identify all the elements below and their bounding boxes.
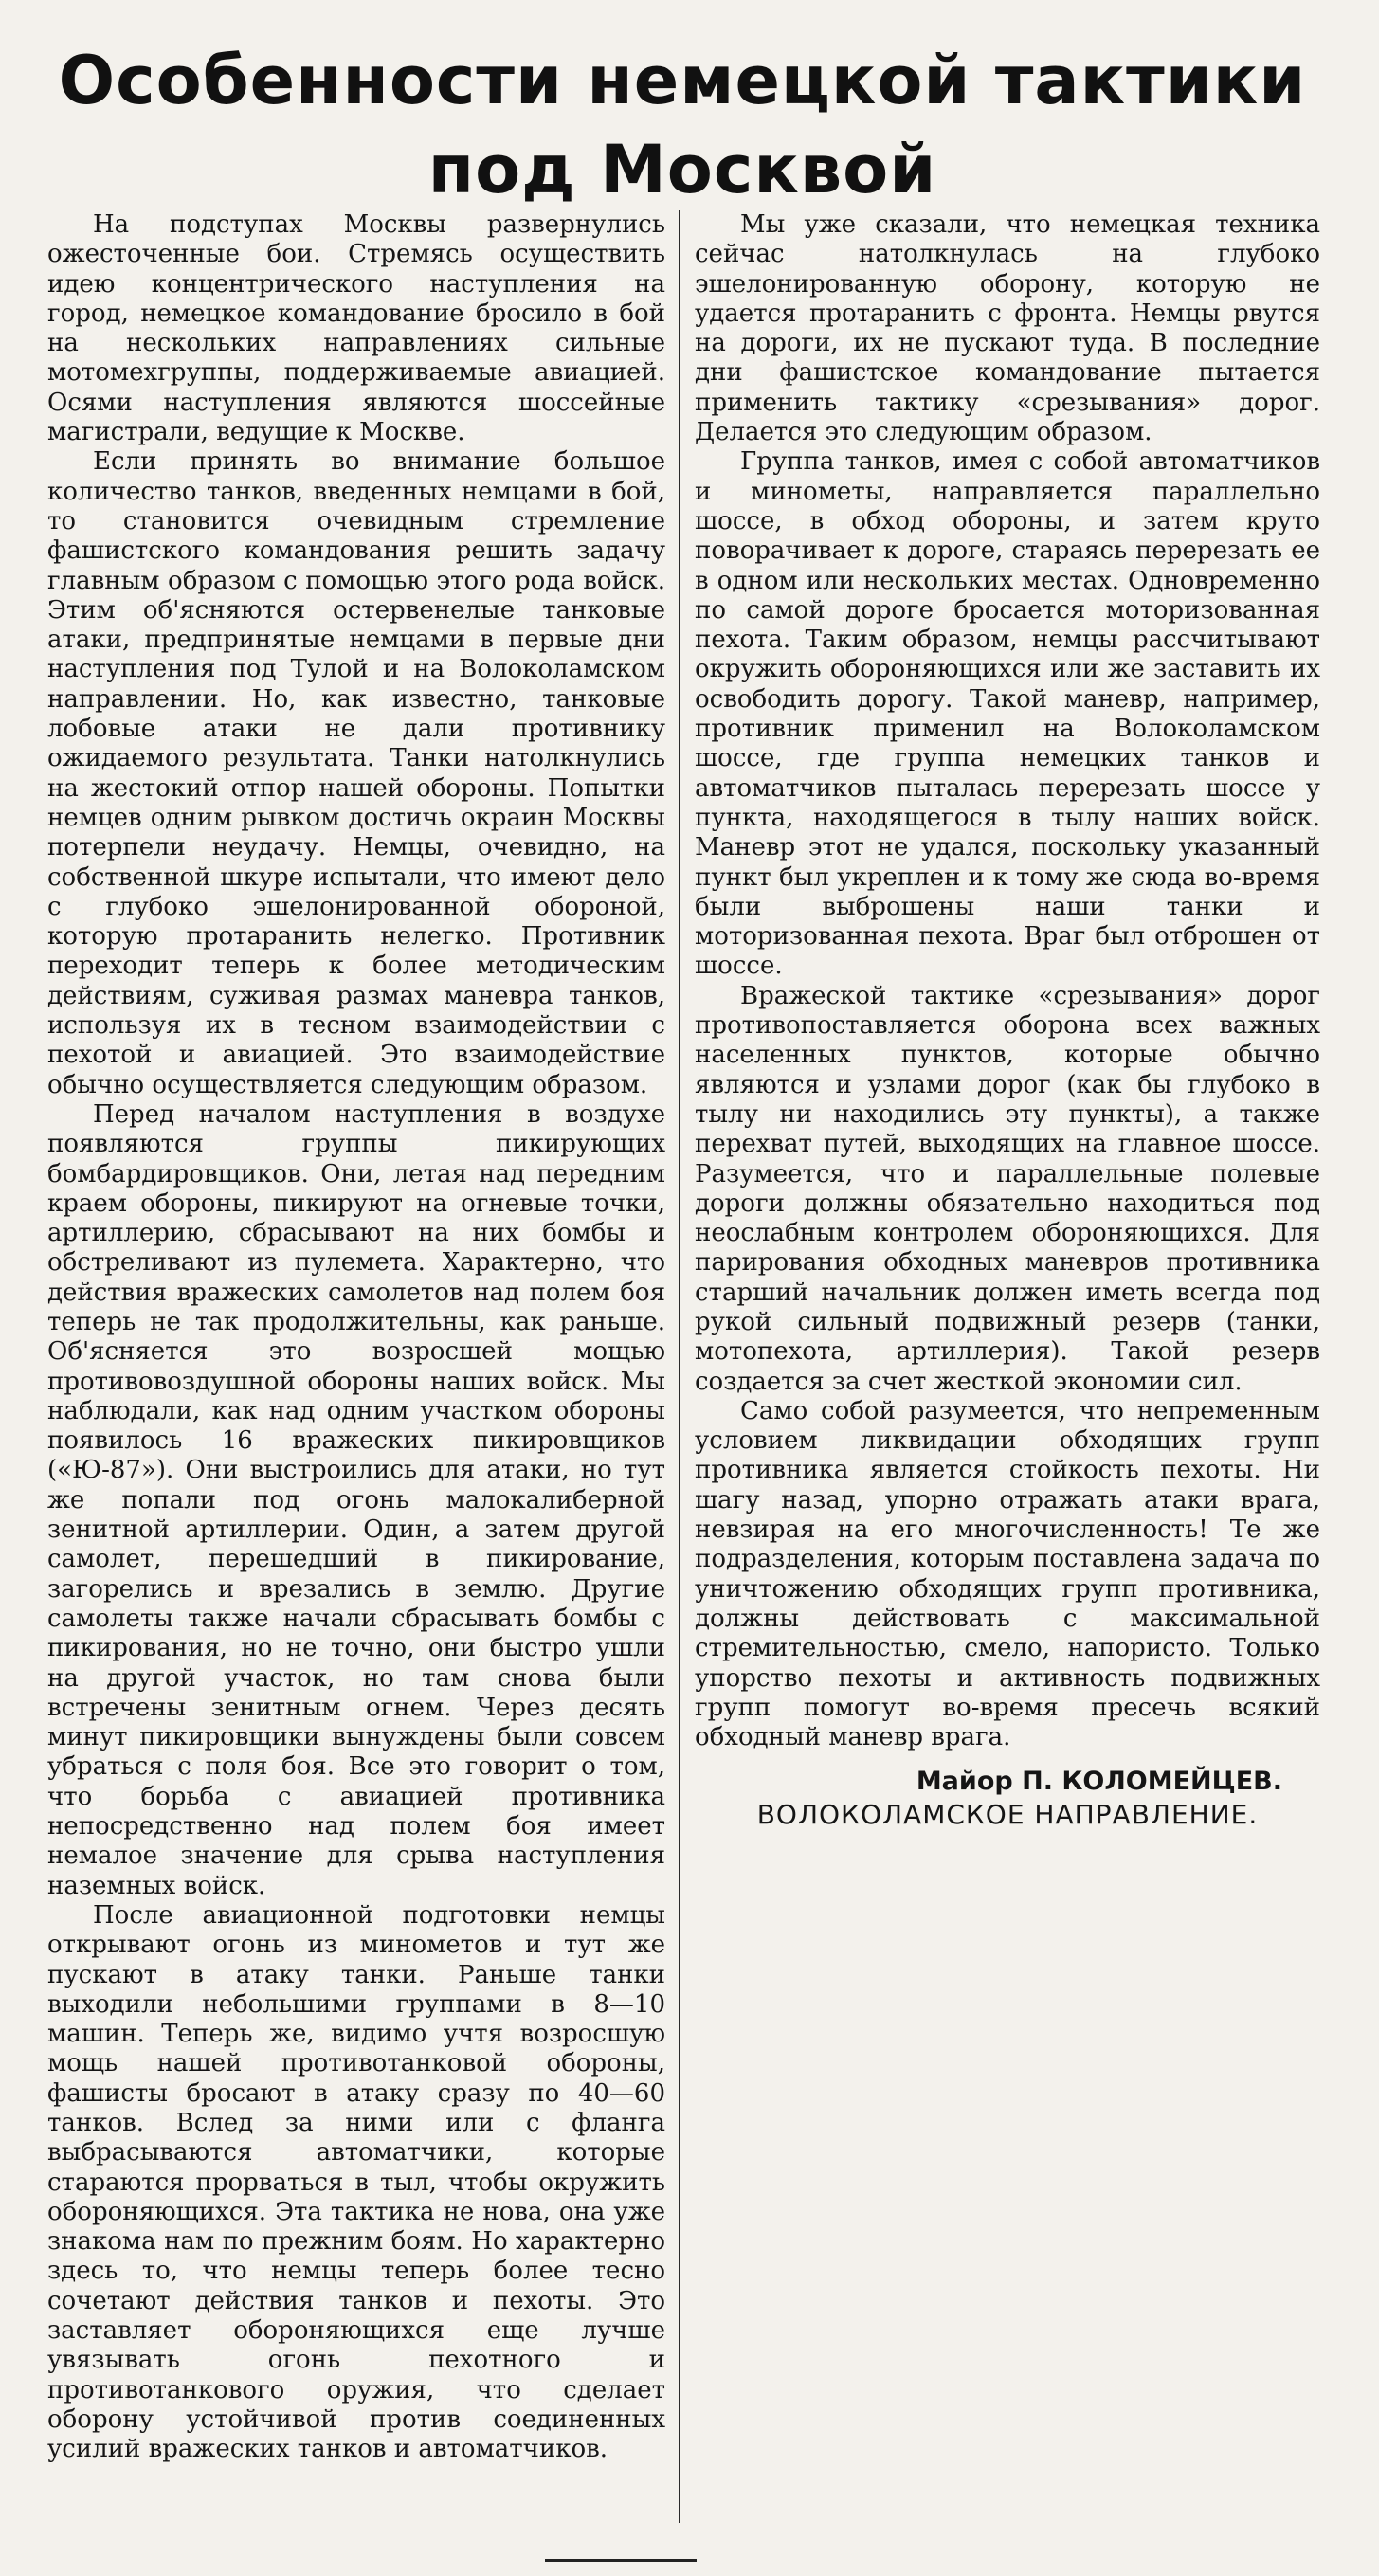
article-paragraph-3: Перед началом наступления в воздухе появляются группы пикирующих бомбардировщиков. Они, летая над передним краем обороны, пикируют на огневые точки, артиллерию, сбрасывают на них бомбы и обстреливают из пулемета. Характерно, что действия вражеских самолетов над полем боя теперь не так продолжительны, как раньше. Об'ясняется это возросшей мощью противовоздушной обороны наших войск. Мы наблюдали, как над одним участком обороны появилось 16 вражеских пикировщиков («Ю-87»). Они выстроились для атаки, но тут же попали под огонь малокалиберной зенитной артиллерии. Один, а затем другой самолет, перешедший в пикирование, загорелись и врезались в землю. Другие самолеты также начали сбрасывать бомбы с пикирования, но не точно, они быстро ушли на другой участок, но там снова были встречены зенитным огнем. Через десять минут пикировщики вынуждены были совсем убраться с поля боя. Все это говорит о том, что борьба с авиацией противника непосредственно над полем боя имеет немалое значение для срыва наступления наземных войск. <box>47 1099 665 1900</box>
column-divider <box>679 210 680 2523</box>
article-paragraph-4: После авиационной подготовки немцы открывают огонь из минометов и тут же пускают в атаку танки. Раньше танки выходили небольшими группами в 8—10 машин. Теперь же, видимо учтя возросшую мощь нашей противотанковой обороны, фашисты бросают в атаку сразу по 40—60 танков. Вслед за ними или с фланга выбрасываются автоматчики, которые стараются прорваться в тыл, чтобы окружить обороняющихся. Эта тактика не нова, она уже знакома нам по прежним боям. Но характерно здесь то, что немцы теперь более тесно сочетают действия танков и пехоты. Это заставляет обороняющихся еще лучше увязывать огонь пехотного и противотанкового оружия, что сделает оборону устойчивой против соединенных усилий вражеских танков и автоматчиков. <box>47 1900 665 2464</box>
article-paragraph-6: Группа танков, имея с собой автоматчиков и минометы, направляется параллельно шоссе, в обход обороны, и затем круто поворачивает к дороге, стараясь перерезать ее в одном или нескольких местах. Одновременно по самой дороге бросается моторизованная пехота. Таким образом, немцы рассчитывают окружить обороняющихся или же заставить их освободить дорогу. Такой маневр, например, противник применил на Волоколамском шоссе, где группа немецких танков и автоматчиков пыталась перерезать шоссе у пункта, находящегося в тылу наших войск. Маневр этот не удался, поскольку указанный пункт был укреплен и к тому же сюда во-время были выброшены наши танки и моторизованная пехота. Враг был отброшен от шоссе. <box>695 447 1320 981</box>
article-paragraph-8: Само собой разумеется, что непременным условием ликвидации обходящих групп противника является стойкость пехоты. Ни шагу назад, упорно отражать атаки врага, невзирая на его многочисленность! Те же подразделения, которым поставлена задача по уничтожению обходящих групп противника, должны действовать с максимальной стремительностью, смело, напористо. Только упорство пехоты и активность подвижных групп помогут во-время пресечь всякий обходный маневр врага. <box>695 1396 1320 1752</box>
headline-line-2: под Москвой <box>427 131 937 209</box>
article-paragraph-1: На подступах Москвы развернулись ожесточенные бои. Стремясь осуществить идею концентрического наступления на город, немецкое командование бросило в бой на нескольких направлениях сильные мотомехгруппы, поддерживаемые авиацией. Осями наступления являются шоссейные магистрали, ведущие к Москве. <box>47 210 665 447</box>
bottom-rule <box>545 2559 697 2562</box>
article-headline <box>28 37 1336 213</box>
article-paragraph-5: Мы уже сказали, что немецкая техника сейчас натолкнулась на глубоко эшелонированную оборону, которую не удается протаранить с фронта. Немцы рвутся на дороги, их не пускают туда. В последние дни фашистское командование пытается применить тактику «срезывания» дорог. Делается это следующим образом. <box>695 210 1320 447</box>
author-signature: Майор П. КОЛОМЕЙЦЕВ. <box>916 1767 1282 1797</box>
article-paragraph-7: Вражеской тактике «срезывания» дорог противопоставляется оборона всех важных населенных пунктов, которые обычно являются и узлами дорог (как бы глубоко в тылу ни находились эту пункты), а также перехват путей, выходящих на главное шоссе. Разумеется, что и параллельные полевые дороги должны обязательно находиться под неослабным контролем обороняющихся. Для парирования обходных маневров противника старший начальник должен иметь всегда под рукой сильный подвижный резерв (танки, мотопехота, артиллерия). Такой резерв создается за счет жесткой экономии сил. <box>695 981 1320 1396</box>
dateline: ВОЛОКОЛАМСКОЕ НАПРАВЛЕНИЕ. <box>756 1799 1259 1831</box>
headline-line-1: Особенности немецкой тактики <box>58 42 1307 120</box>
article-column-right <box>695 210 1320 1832</box>
article-column-left <box>47 210 665 2465</box>
article-paragraph-2: Если принять во внимание большое количество танков, введенных немцами в бой, то становится очевидным стремление фашистского командования решить задачу главным образом с помощью этого рода войск. Этим об'ясняются остервенелые танковые атаки, предпринятые немцами в первые дни наступления под Тулой и на Волоколамском направлении. Но, как известно, танковые лобовые атаки не дали противнику ожидаемого результата. Танки натолкнулись на жестокий отпор нашей обороны. Попытки немцев одним рывком достичь окраин Москвы потерпели неудачу. Немцы, очевидно, на собственной шкуре испытали, что имеют дело с глубоко эшелонированной обороной, которую протаранить нелегко. Противник переходит теперь к более методическим действиям, суживая размах маневра танков, используя их в тесном взаимодействии с пехотой и авиацией. Это взаимодействие обычно осуществляется следующим образом. <box>47 447 665 1099</box>
